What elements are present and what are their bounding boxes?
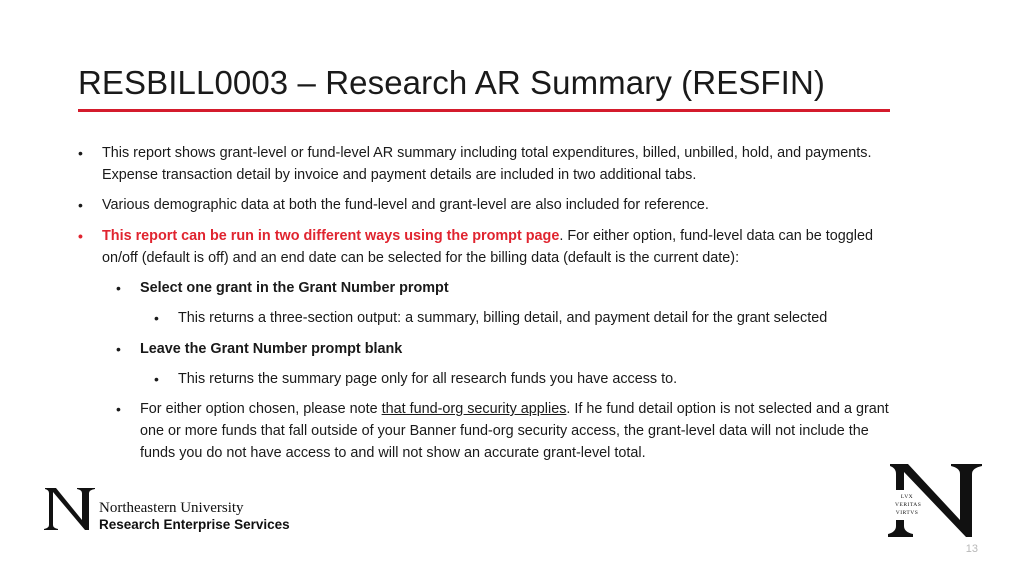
bullet-text: This report shows grant-level or fund-level AR summary including total expenditures, billed, unbilled, hold, and payments. Expense transaction detail by invoice and payment details are included in two additional tabs. bbox=[102, 145, 872, 183]
department-name: Research Enterprise Services bbox=[99, 517, 290, 532]
page-number: 13 bbox=[965, 543, 978, 555]
northeastern-seal-n-logo bbox=[888, 462, 984, 538]
bullet-text: This returns the summary page only for all research funds you have access to. bbox=[178, 371, 678, 387]
northeastern-logo bbox=[44, 487, 290, 536]
bullet-marker: • bbox=[116, 280, 121, 296]
bullet-marker: • bbox=[154, 371, 159, 387]
slide-title: RESBILL0003 – Research AR Summary (RESFIN) bbox=[78, 64, 825, 101]
bullet-text-rest: . For either option, fund-level data can be toggled on/off (default is off) and an end date can be selected for the billing data (default is the current date): bbox=[102, 228, 873, 266]
sub-bullet-item bbox=[116, 398, 892, 464]
bullet-text-end: . If he fund detail option is not selected and a grant one or more funds that fall outside of your Banner fund-org security access, the grant-level data will not include the funds you do not have access to and will not show an accurate grant-level total. bbox=[140, 401, 889, 461]
bullet-marker: • bbox=[78, 145, 83, 161]
bullet-marker: • bbox=[154, 310, 159, 326]
seal-motto-line: VERITAS bbox=[895, 502, 922, 508]
fund-org-security-link[interactable]: that fund-org security applies bbox=[381, 401, 567, 417]
sub-sub-bullet-item bbox=[154, 307, 898, 329]
bullet-item bbox=[78, 142, 902, 186]
bullet-marker: • bbox=[116, 401, 121, 417]
sub-bullet-item bbox=[116, 338, 890, 360]
bullet-text-start: For either option chosen, please note bbox=[140, 401, 382, 417]
bullet-text: Various demographic data at both the fund-level and grant-level are also included for reference. bbox=[102, 197, 709, 213]
bullet-text bbox=[140, 398, 892, 464]
bullet-item bbox=[78, 225, 892, 269]
bullet-text: Leave the Grant Number prompt blank bbox=[140, 341, 403, 357]
seal-motto-line: LVX bbox=[900, 494, 914, 500]
bullet-marker: • bbox=[116, 341, 121, 357]
sub-sub-bullet-item bbox=[154, 368, 898, 390]
sub-bullet-item bbox=[116, 277, 890, 299]
university-name: Northeastern University bbox=[99, 500, 244, 516]
bullet-text: This returns a three-section output: a summary, billing detail, and payment detail for the grant selected bbox=[178, 310, 828, 326]
bullet-text bbox=[102, 225, 892, 269]
northeastern-n-logo bbox=[44, 487, 96, 531]
northeastern-seal-logo bbox=[888, 462, 984, 543]
title-underline bbox=[78, 109, 890, 112]
bullet-marker: • bbox=[78, 228, 83, 244]
bullet-text: Select one grant in the Grant Number prompt bbox=[140, 280, 449, 296]
seal-motto-line: VIRTVS bbox=[895, 510, 919, 516]
bullet-item bbox=[78, 194, 902, 216]
bullet-marker: • bbox=[78, 197, 83, 213]
highlight-text: This report can be run in two different ways using the prompt page bbox=[102, 228, 560, 244]
